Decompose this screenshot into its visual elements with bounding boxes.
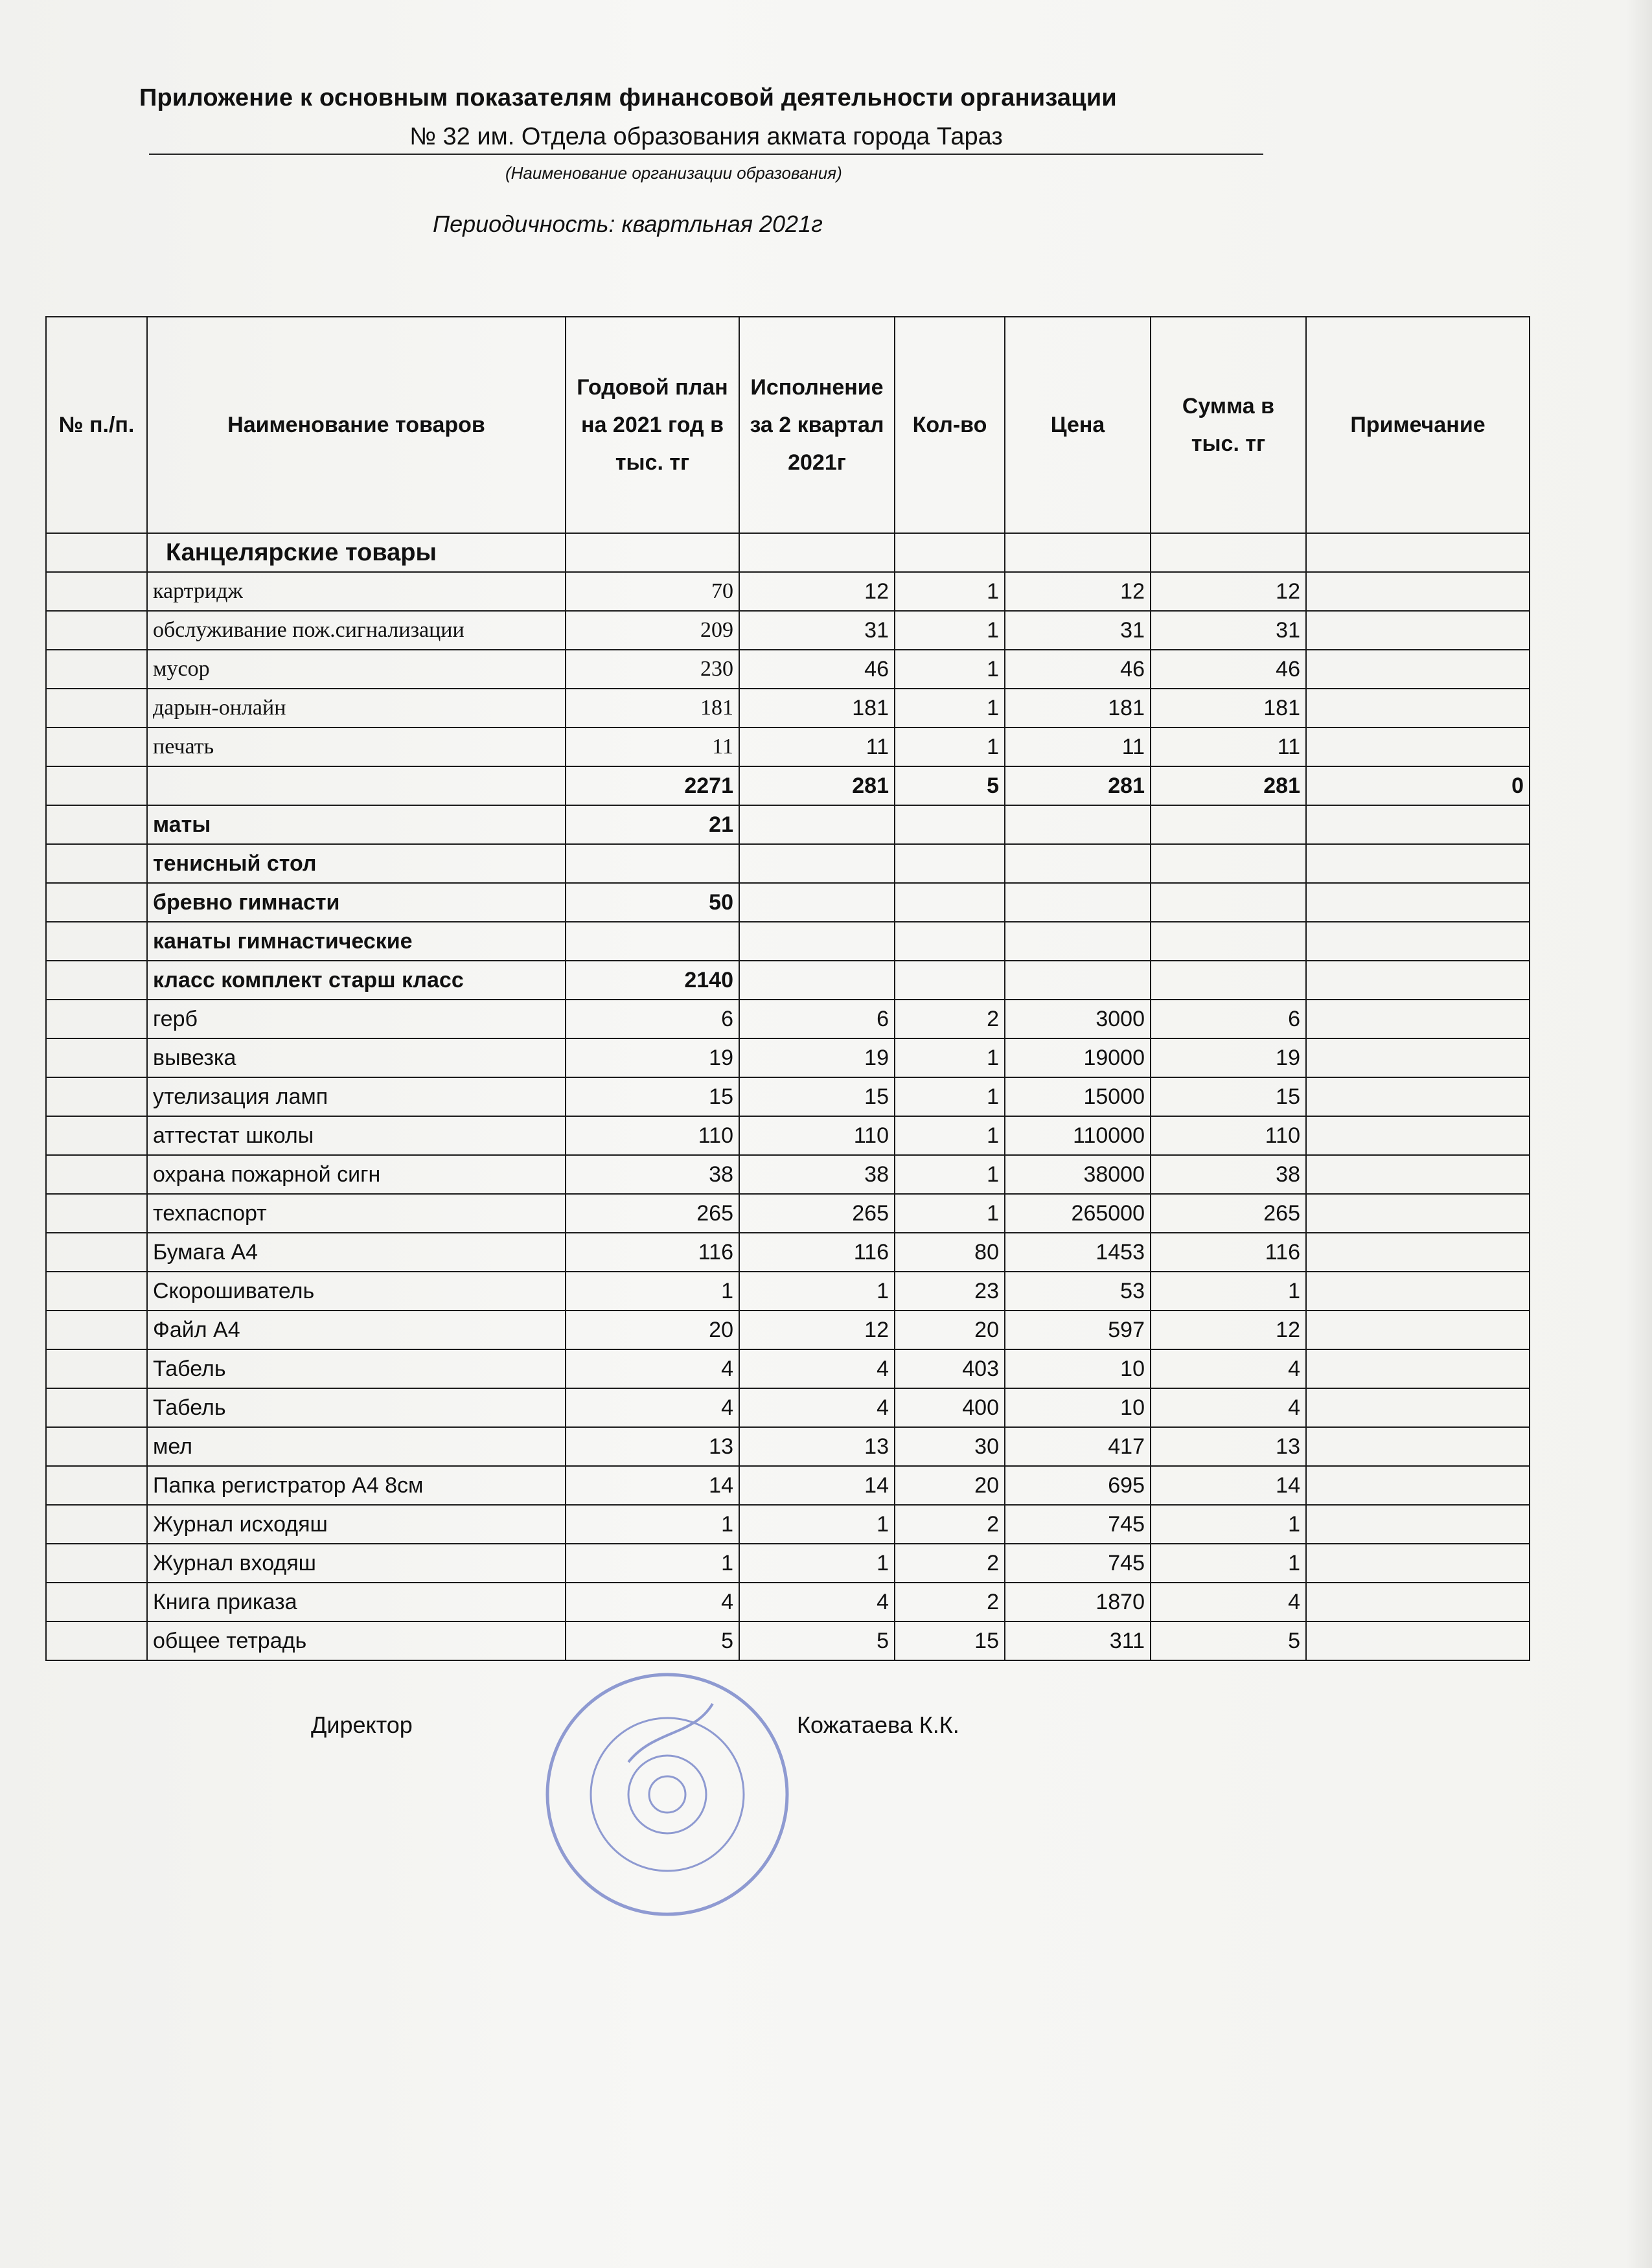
empty-cell bbox=[1306, 922, 1530, 961]
row-number-cell bbox=[46, 572, 147, 611]
item-name: картридж bbox=[147, 572, 566, 611]
annual-plan-value: 1 bbox=[566, 1272, 739, 1311]
sum-value: 38 bbox=[1151, 1155, 1306, 1194]
section-number-cell bbox=[46, 533, 147, 572]
empty-cell bbox=[739, 883, 895, 922]
item-name: утелизация ламп bbox=[147, 1077, 566, 1116]
row-number-cell bbox=[46, 1116, 147, 1155]
annual-plan-value: 2140 bbox=[566, 961, 739, 1000]
item-name: канаты гимнастические bbox=[147, 922, 566, 961]
table-row bbox=[46, 1038, 1530, 1077]
annual-plan-value: 4 bbox=[566, 1583, 739, 1621]
note-cell bbox=[1306, 727, 1530, 766]
sum-value: 11 bbox=[1151, 727, 1306, 766]
execution-value: 38 bbox=[739, 1155, 895, 1194]
item-name: герб bbox=[147, 1000, 566, 1038]
note-cell bbox=[1306, 1505, 1530, 1544]
execution-value: 4 bbox=[739, 1388, 895, 1427]
price-value: 3000 bbox=[1005, 1000, 1151, 1038]
sum-value: 1 bbox=[1151, 1544, 1306, 1583]
price-value: 745 bbox=[1005, 1544, 1151, 1583]
note-cell bbox=[1306, 1621, 1530, 1660]
table-row bbox=[46, 1116, 1530, 1155]
price-value: 311 bbox=[1005, 1621, 1151, 1660]
table-row bbox=[46, 1544, 1530, 1583]
sum-value: 5 bbox=[1151, 1621, 1306, 1660]
goods-table bbox=[45, 316, 1530, 1661]
table-row bbox=[46, 1272, 1530, 1311]
quantity-value: 20 bbox=[895, 1466, 1005, 1505]
col-header-quantity: Кол-во bbox=[895, 317, 1005, 533]
quantity-value: 2 bbox=[895, 1505, 1005, 1544]
table-row bbox=[46, 689, 1530, 727]
price-value: 11 bbox=[1005, 727, 1151, 766]
item-name: Папка регистратор А4 8см bbox=[147, 1466, 566, 1505]
item-name: техпаспорт bbox=[147, 1194, 566, 1233]
item-name: Скорошиватель bbox=[147, 1272, 566, 1311]
quantity-value: 1 bbox=[895, 572, 1005, 611]
row-number-cell bbox=[46, 1311, 147, 1349]
price-value: 1870 bbox=[1005, 1583, 1151, 1621]
row-number-cell bbox=[46, 1233, 147, 1272]
row-number-cell bbox=[46, 1000, 147, 1038]
annual-plan-value bbox=[566, 844, 739, 883]
table-row bbox=[46, 922, 1530, 961]
row-number-cell bbox=[46, 650, 147, 689]
col-header-name: Наименование товаров bbox=[147, 317, 566, 533]
annual-plan-value: 50 bbox=[566, 883, 739, 922]
row-number-cell bbox=[46, 844, 147, 883]
table-row bbox=[46, 961, 1530, 1000]
empty-cell bbox=[1151, 805, 1306, 844]
price-value: 15000 bbox=[1005, 1077, 1151, 1116]
execution-value: 1 bbox=[739, 1272, 895, 1311]
annual-plan-value bbox=[566, 922, 739, 961]
table-row bbox=[46, 1194, 1530, 1233]
item-name: класс комплект старш класс bbox=[147, 961, 566, 1000]
empty-cell bbox=[1005, 961, 1151, 1000]
item-name: печать bbox=[147, 727, 566, 766]
table-row bbox=[46, 650, 1530, 689]
quantity-value: 1 bbox=[895, 611, 1005, 650]
annual-plan-value: 11 bbox=[566, 727, 739, 766]
annual-plan-value: 1 bbox=[566, 1544, 739, 1583]
sum-value: 12 bbox=[1151, 1311, 1306, 1349]
annual-plan-value: 6 bbox=[566, 1000, 739, 1038]
table-row bbox=[46, 1427, 1530, 1466]
quantity-value: 20 bbox=[895, 1311, 1005, 1349]
execution-value: 1 bbox=[739, 1505, 895, 1544]
note-cell bbox=[1306, 1272, 1530, 1311]
table-header-row bbox=[46, 317, 1530, 533]
item-name: обслуживание пож.сигнализации bbox=[147, 611, 566, 650]
note-cell bbox=[1306, 1038, 1530, 1077]
quantity-value: 1 bbox=[895, 689, 1005, 727]
empty-cell bbox=[1151, 844, 1306, 883]
sum-value: 14 bbox=[1151, 1466, 1306, 1505]
item-name: охрана пожарной сигн bbox=[147, 1155, 566, 1194]
table-body bbox=[46, 533, 1530, 1660]
row-number-cell bbox=[46, 727, 147, 766]
table-row bbox=[46, 1466, 1530, 1505]
row-number-cell bbox=[46, 611, 147, 650]
note-cell bbox=[1306, 572, 1530, 611]
execution-value: 11 bbox=[739, 727, 895, 766]
empty-cell bbox=[1151, 883, 1306, 922]
note-cell bbox=[1306, 1311, 1530, 1349]
sum-value: 1 bbox=[1151, 1272, 1306, 1311]
item-name: маты bbox=[147, 805, 566, 844]
quantity-value: 2 bbox=[895, 1000, 1005, 1038]
row-number-cell bbox=[46, 805, 147, 844]
note-cell bbox=[1306, 1466, 1530, 1505]
note-cell bbox=[1306, 1349, 1530, 1388]
scan-edge-shadow bbox=[1626, 0, 1652, 2268]
empty-cell bbox=[739, 961, 895, 1000]
sum-value: 110 bbox=[1151, 1116, 1306, 1155]
empty-cell bbox=[1306, 961, 1530, 1000]
item-name: Табель bbox=[147, 1388, 566, 1427]
director-name: Кожатаева К.К. bbox=[797, 1712, 959, 1738]
item-name: вывезка bbox=[147, 1038, 566, 1077]
note-cell bbox=[1306, 1155, 1530, 1194]
item-name: аттестат школы bbox=[147, 1116, 566, 1155]
sum-value: 15 bbox=[1151, 1077, 1306, 1116]
item-name: Табель bbox=[147, 1349, 566, 1388]
annual-plan-value: 13 bbox=[566, 1427, 739, 1466]
item-name: Книга приказа bbox=[147, 1583, 566, 1621]
price-value: 10 bbox=[1005, 1388, 1151, 1427]
document-title: Приложение к основным показателям финансовой деятельности организации bbox=[139, 84, 1117, 111]
annual-plan-value: 21 bbox=[566, 805, 739, 844]
empty-cell bbox=[1005, 922, 1151, 961]
table-row bbox=[46, 1388, 1530, 1427]
subtotal-exec: 281 bbox=[739, 766, 895, 805]
quantity-value: 1 bbox=[895, 1116, 1005, 1155]
price-value: 53 bbox=[1005, 1272, 1151, 1311]
item-name: Бумага А4 bbox=[147, 1233, 566, 1272]
quantity-value: 2 bbox=[895, 1544, 1005, 1583]
stamp-outer-ring bbox=[547, 1675, 787, 1914]
price-value: 597 bbox=[1005, 1311, 1151, 1349]
row-number-cell bbox=[46, 1155, 147, 1194]
subtotal-plan: 2271 bbox=[566, 766, 739, 805]
sum-value: 46 bbox=[1151, 650, 1306, 689]
annual-plan-value: 15 bbox=[566, 1077, 739, 1116]
item-name: Файл А4 bbox=[147, 1311, 566, 1349]
note-cell bbox=[1306, 689, 1530, 727]
annual-plan-value: 209 bbox=[566, 611, 739, 650]
note-cell bbox=[1306, 1077, 1530, 1116]
execution-value: 116 bbox=[739, 1233, 895, 1272]
note-cell bbox=[1306, 611, 1530, 650]
note-cell bbox=[1306, 1427, 1530, 1466]
item-name bbox=[147, 766, 566, 805]
quantity-value: 2 bbox=[895, 1583, 1005, 1621]
sum-value: 13 bbox=[1151, 1427, 1306, 1466]
sum-value: 4 bbox=[1151, 1583, 1306, 1621]
price-value: 19000 bbox=[1005, 1038, 1151, 1077]
table-row bbox=[46, 1000, 1530, 1038]
section-row bbox=[46, 533, 1530, 572]
empty-cell bbox=[895, 922, 1005, 961]
empty-cell bbox=[895, 844, 1005, 883]
price-value: 46 bbox=[1005, 650, 1151, 689]
table-row bbox=[46, 1583, 1530, 1621]
row-number-cell bbox=[46, 1427, 147, 1466]
organization-caption: (Наименование организации образования) bbox=[505, 163, 842, 183]
item-name: дарын-онлайн bbox=[147, 689, 566, 727]
execution-value: 181 bbox=[739, 689, 895, 727]
table-row bbox=[46, 1233, 1530, 1272]
empty-cell bbox=[1151, 961, 1306, 1000]
row-number-cell bbox=[46, 1194, 147, 1233]
execution-value: 14 bbox=[739, 1466, 895, 1505]
execution-value: 12 bbox=[739, 572, 895, 611]
stamp-emblem bbox=[628, 1756, 706, 1833]
table-row bbox=[46, 572, 1530, 611]
annual-plan-value: 110 bbox=[566, 1116, 739, 1155]
execution-value: 110 bbox=[739, 1116, 895, 1155]
execution-value: 265 bbox=[739, 1194, 895, 1233]
empty-cell bbox=[739, 805, 895, 844]
empty-cell bbox=[1005, 883, 1151, 922]
item-name: бревно гимнасти bbox=[147, 883, 566, 922]
stamp-emblem-core bbox=[649, 1776, 685, 1813]
empty-cell bbox=[1306, 805, 1530, 844]
empty-cell bbox=[1306, 844, 1530, 883]
execution-value: 13 bbox=[739, 1427, 895, 1466]
annual-plan-value: 20 bbox=[566, 1311, 739, 1349]
empty-cell bbox=[739, 844, 895, 883]
note-cell bbox=[1306, 1233, 1530, 1272]
stamp-inner-ring bbox=[591, 1718, 744, 1871]
table-row bbox=[46, 1505, 1530, 1544]
note-cell bbox=[1306, 650, 1530, 689]
annual-plan-value: 70 bbox=[566, 572, 739, 611]
sum-value: 12 bbox=[1151, 572, 1306, 611]
table-row bbox=[46, 1349, 1530, 1388]
empty-cell bbox=[895, 883, 1005, 922]
director-label: Директор bbox=[311, 1712, 413, 1738]
row-number-cell bbox=[46, 1505, 147, 1544]
quantity-value: 1 bbox=[895, 1038, 1005, 1077]
row-number-cell bbox=[46, 1349, 147, 1388]
organization-name: № 32 им. Отдела образования акмата города Тараз bbox=[149, 123, 1263, 155]
row-number-cell bbox=[46, 1621, 147, 1660]
execution-value: 4 bbox=[739, 1583, 895, 1621]
empty-cell bbox=[739, 922, 895, 961]
item-name: мел bbox=[147, 1427, 566, 1466]
note-cell bbox=[1306, 1116, 1530, 1155]
annual-plan-value: 19 bbox=[566, 1038, 739, 1077]
table-row bbox=[46, 1621, 1530, 1660]
subtotal-sum: 281 bbox=[1151, 766, 1306, 805]
annual-plan-value: 14 bbox=[566, 1466, 739, 1505]
price-value: 695 bbox=[1005, 1466, 1151, 1505]
row-number-cell bbox=[46, 689, 147, 727]
annual-plan-value: 1 bbox=[566, 1505, 739, 1544]
subtotal-row bbox=[46, 766, 1530, 805]
sum-value: 1 bbox=[1151, 1505, 1306, 1544]
quantity-value: 1 bbox=[895, 650, 1005, 689]
note-cell bbox=[1306, 1000, 1530, 1038]
annual-plan-value: 116 bbox=[566, 1233, 739, 1272]
price-value: 417 bbox=[1005, 1427, 1151, 1466]
empty-cell bbox=[895, 961, 1005, 1000]
empty-cell bbox=[895, 805, 1005, 844]
item-name: тенисный стол bbox=[147, 844, 566, 883]
row-number-cell bbox=[46, 883, 147, 922]
price-value: 110000 bbox=[1005, 1116, 1151, 1155]
execution-value: 6 bbox=[739, 1000, 895, 1038]
row-number-cell bbox=[46, 766, 147, 805]
table-row bbox=[46, 727, 1530, 766]
item-name: Журнал исходяш bbox=[147, 1505, 566, 1544]
quantity-value: 1 bbox=[895, 1155, 1005, 1194]
price-value: 265000 bbox=[1005, 1194, 1151, 1233]
note-cell bbox=[1306, 1583, 1530, 1621]
table-row bbox=[46, 1311, 1530, 1349]
section-title: Канцелярские товары bbox=[147, 533, 566, 572]
row-number-cell bbox=[46, 961, 147, 1000]
annual-plan-value: 181 bbox=[566, 689, 739, 727]
price-value: 1453 bbox=[1005, 1233, 1151, 1272]
quantity-value: 23 bbox=[895, 1272, 1005, 1311]
col-header-price: Цена bbox=[1005, 317, 1151, 533]
execution-value: 31 bbox=[739, 611, 895, 650]
quantity-value: 1 bbox=[895, 1194, 1005, 1233]
table-row bbox=[46, 844, 1530, 883]
empty-cell bbox=[1005, 805, 1151, 844]
quantity-value: 403 bbox=[895, 1349, 1005, 1388]
row-number-cell bbox=[46, 1466, 147, 1505]
row-number-cell bbox=[46, 1388, 147, 1427]
sum-value: 181 bbox=[1151, 689, 1306, 727]
price-value: 745 bbox=[1005, 1505, 1151, 1544]
empty-cell bbox=[1151, 922, 1306, 961]
quantity-value: 1 bbox=[895, 1077, 1005, 1116]
sum-value: 6 bbox=[1151, 1000, 1306, 1038]
col-header-annual-plan: Годовой план на 2021 год в тыс. тг bbox=[566, 317, 739, 533]
quantity-value: 1 bbox=[895, 727, 1005, 766]
sum-value: 31 bbox=[1151, 611, 1306, 650]
execution-value: 4 bbox=[739, 1349, 895, 1388]
note-cell bbox=[1306, 1194, 1530, 1233]
annual-plan-value: 38 bbox=[566, 1155, 739, 1194]
official-stamp bbox=[538, 1665, 797, 1924]
annual-plan-value: 5 bbox=[566, 1621, 739, 1660]
note-cell bbox=[1306, 1544, 1530, 1583]
row-number-cell bbox=[46, 1583, 147, 1621]
col-header-execution: Исполнение за 2 квартал 2021г bbox=[739, 317, 895, 533]
periodicity-label: Периодичность: квартльная 2021г bbox=[433, 211, 823, 237]
quantity-value: 400 bbox=[895, 1388, 1005, 1427]
table-row bbox=[46, 611, 1530, 650]
execution-value: 19 bbox=[739, 1038, 895, 1077]
table-row bbox=[46, 805, 1530, 844]
subtotal-price: 281 bbox=[1005, 766, 1151, 805]
price-value: 10 bbox=[1005, 1349, 1151, 1388]
row-number-cell bbox=[46, 1272, 147, 1311]
table-row bbox=[46, 1155, 1530, 1194]
quantity-value: 30 bbox=[895, 1427, 1005, 1466]
col-header-number: № п./п. bbox=[46, 317, 147, 533]
item-name: Журнал входяш bbox=[147, 1544, 566, 1583]
sum-value: 116 bbox=[1151, 1233, 1306, 1272]
execution-value: 1 bbox=[739, 1544, 895, 1583]
table-row bbox=[46, 883, 1530, 922]
sum-value: 265 bbox=[1151, 1194, 1306, 1233]
signature-stroke bbox=[628, 1704, 713, 1762]
item-name: мусор bbox=[147, 650, 566, 689]
execution-value: 46 bbox=[739, 650, 895, 689]
sum-value: 19 bbox=[1151, 1038, 1306, 1077]
row-number-cell bbox=[46, 922, 147, 961]
price-value: 181 bbox=[1005, 689, 1151, 727]
quantity-value: 15 bbox=[895, 1621, 1005, 1660]
execution-value: 5 bbox=[739, 1621, 895, 1660]
empty-cell bbox=[1005, 844, 1151, 883]
sum-value: 4 bbox=[1151, 1349, 1306, 1388]
quantity-value: 80 bbox=[895, 1233, 1005, 1272]
note-cell bbox=[1306, 1388, 1530, 1427]
table-row bbox=[46, 1077, 1530, 1116]
col-header-note: Примечание bbox=[1306, 317, 1530, 533]
row-number-cell bbox=[46, 1038, 147, 1077]
subtotal-note: 0 bbox=[1306, 766, 1530, 805]
price-value: 31 bbox=[1005, 611, 1151, 650]
item-name: общее тетрадь bbox=[147, 1621, 566, 1660]
annual-plan-value: 4 bbox=[566, 1349, 739, 1388]
row-number-cell bbox=[46, 1544, 147, 1583]
annual-plan-value: 4 bbox=[566, 1388, 739, 1427]
subtotal-qty: 5 bbox=[895, 766, 1005, 805]
price-value: 12 bbox=[1005, 572, 1151, 611]
annual-plan-value: 265 bbox=[566, 1194, 739, 1233]
empty-cell bbox=[1306, 883, 1530, 922]
execution-value: 12 bbox=[739, 1311, 895, 1349]
col-header-sum: Сумма в тыс. тг bbox=[1151, 317, 1306, 533]
execution-value: 15 bbox=[739, 1077, 895, 1116]
annual-plan-value: 230 bbox=[566, 650, 739, 689]
sum-value: 4 bbox=[1151, 1388, 1306, 1427]
price-value: 38000 bbox=[1005, 1155, 1151, 1194]
row-number-cell bbox=[46, 1077, 147, 1116]
